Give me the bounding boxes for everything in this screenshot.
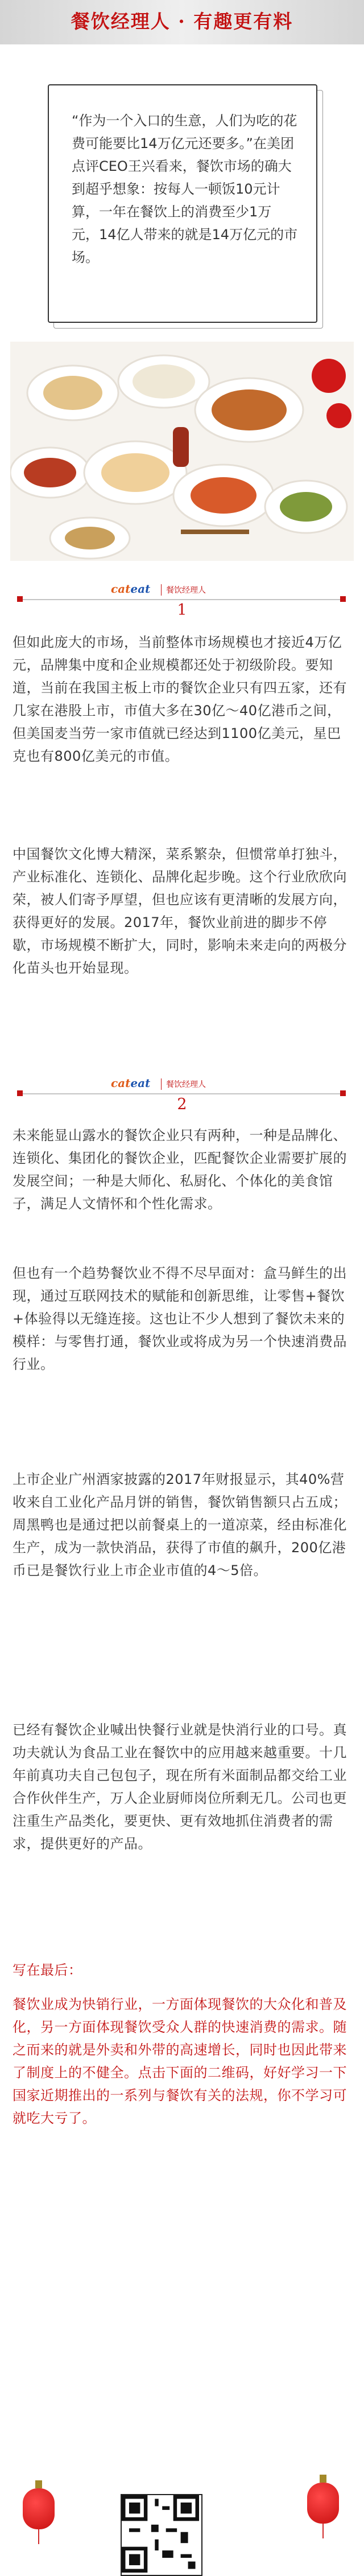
qr-code[interactable] — [121, 2494, 202, 2576]
quote-text: “作为一个入口的生意，人们为吃的花费可能要比14万亿元还要多。”在美团点评CEO王兴看来，餐饮市场的确大到超乎想象：按每人一顿饭10元计算，一年在餐饮上的消费至少1万元，14亿人带来的就是14万亿元的市场。 — [72, 113, 298, 265]
eat-logo: cateat — [111, 1076, 151, 1090]
closing-text: 餐饮业成为快销行业，一方面体现餐饮的大众化和普及化，另一方面体现餐饮受众人群的快速消费的需求。随之而来的就是外卖和外带的高速增长，同时也因此带来了制度上的不健全。点击下面的二维码，好好学习一下国家近期推出的一系列与餐饮有关的法规，你不学习可就吃大亏了。 — [13, 1996, 347, 2126]
paragraph: 但也有一个趋势餐饮业不得不尽早面对：盒马鲜生的出现，通过互联网技术的赋能和创新思维，让零售+餐饮+体验得以无缝连接。这也让不少人想到了餐饮未来的模样：与零售打通，餐饮业或将成为另一个快速消费品行业。 — [13, 1265, 347, 1372]
header-banner — [0, 0, 364, 44]
paragraph: 上市企业广州酒家披露的2017年财报显示，其40%营收来自工业化产品月饼的销售，餐饮销售额只占五成；周黑鸭也是通过把以前餐桌上的一道凉菜，经由标准化生产，成为一款快消品，获得了市值的飙升，200亿港币已是餐饮行业上市企业市值的4～5倍。 — [13, 1471, 347, 1578]
divider-line — [22, 1093, 340, 1094]
brand-label: 餐饮经理人 — [161, 584, 206, 596]
section-number: 2 — [177, 1096, 187, 1113]
lantern-icon — [23, 2488, 55, 2529]
banquet-photo — [10, 342, 354, 561]
eat-logo: cateat — [111, 582, 151, 596]
section-divider-1 — [0, 576, 364, 622]
section-brand-badge — [111, 1073, 253, 1093]
section-number: 1 — [177, 601, 187, 619]
paragraph: 已经有餐饮企业喊出快餐行业就是快消行业的口号。真功夫就认为食品工业在餐饮中的应用越来越重要。十几年前真功夫自己包包子，现在所有米面制品都交给工业合作伙伴生产，万人企业厨师岗位所剩无几。公司也更注重生产品类化，要更快、更有效地抓住消费者的需求，提供更好的产品。 — [13, 1722, 347, 1852]
divider-line — [22, 599, 340, 600]
paragraph: 中国餐饮文化博大精深，菜系繁杂，但惯常单打独斗，产业标准化、连锁化、品牌化起步晚。这个行业欣欣向荣，被人们寄予厚望，但也应该有更清晰的发展方向，获得更好的发展。2017年，餐饮业前进的脚步不停歇，市场规模不断扩大，同时，影响未来走向的两极分化苗头也开始显现。 — [13, 846, 347, 976]
lantern-icon — [307, 2483, 339, 2524]
banquet-dishes-image — [10, 342, 354, 561]
qr-code-icon — [122, 2495, 199, 2573]
header-title: 餐饮经理人 · 有趣更有料 — [71, 10, 293, 32]
paragraph: 但如此庞大的市场，当前整体市场规模也才接近4万亿元，品牌集中度和企业规模都还处于初级阶段。要知道，当前在我国主板上市的餐饮企业只有四五家，还有几家在港股上市，市值大多在30亿～40亿港币之间，但美国麦当劳一家市值就已经达到1100亿美元，星巴克也有800亿美元的市值。 — [13, 634, 347, 764]
quote-box — [48, 84, 317, 323]
qr-area — [0, 2466, 364, 2571]
paragraph: 未来能显山露水的餐饮企业只有两种，一种是品牌化、连锁化、集团化的餐饮企业，匹配餐饮企业需要扩展的发展空间；一种是大师化、私厨化、个体化的美食馆子，满足人文情怀和个性化需求。 — [13, 1127, 347, 1212]
section-divider-2 — [0, 1070, 364, 1116]
closing-heading: 写在最后： — [13, 1962, 82, 1978]
brand-label: 餐饮经理人 — [161, 1078, 206, 1090]
section-brand-badge — [111, 579, 253, 599]
